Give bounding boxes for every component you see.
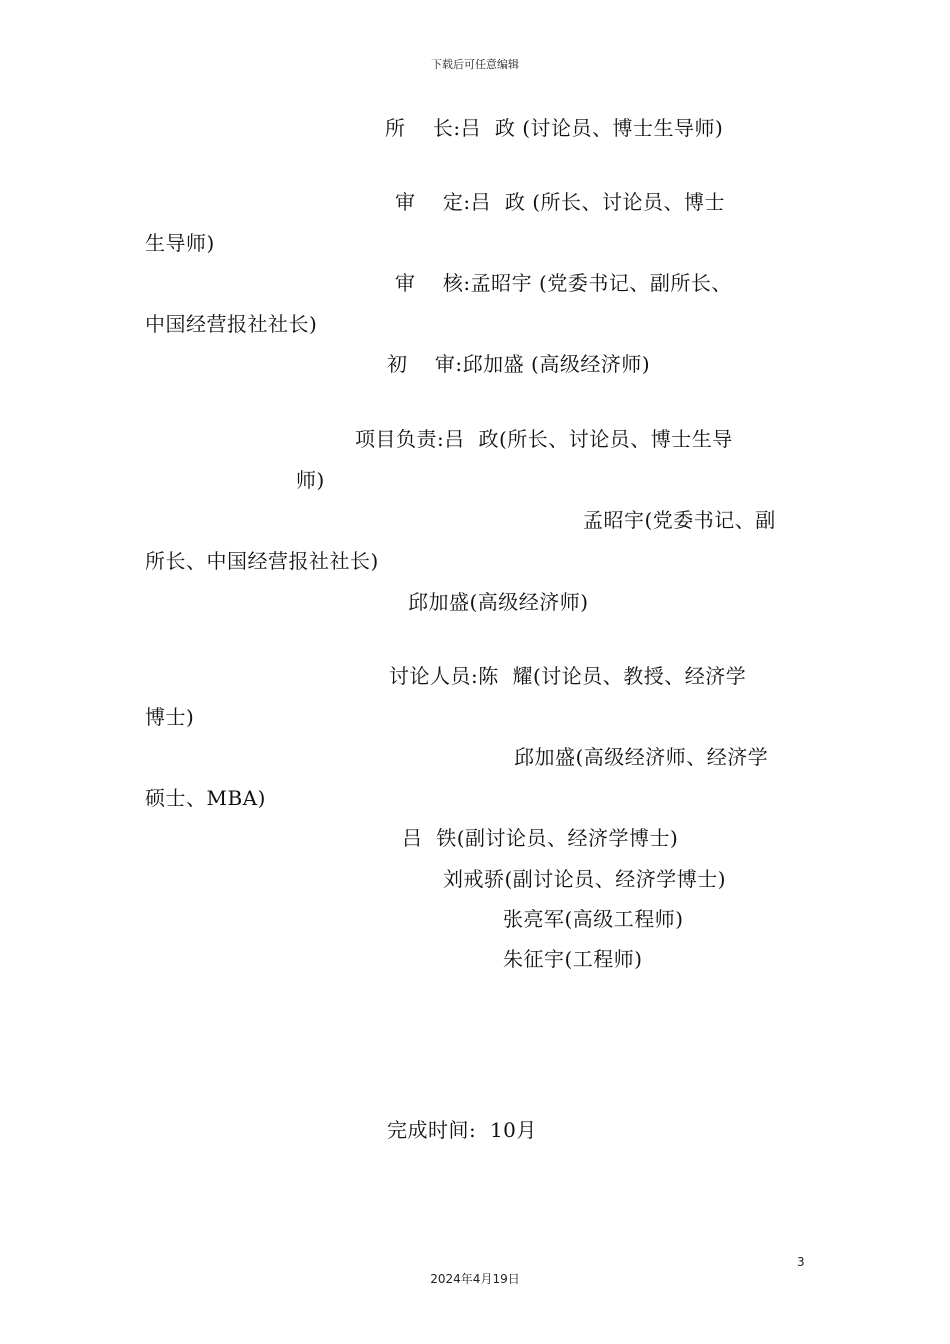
text-line-lead-member-3: 邱加盛(高级经济师)	[408, 590, 589, 614]
text-line-researchers-cont: 博士)	[145, 705, 195, 729]
text-line-researcher-2-cont: 硕士、MBA)	[145, 786, 266, 810]
text-line-lead-member-2-cont: 所长、中国经营报社社长)	[145, 549, 379, 573]
text-line-researcher-6: 朱征宇(工程师)	[503, 947, 643, 971]
text-line-lead-member-2: 孟昭宇(党委书记、副	[583, 508, 776, 532]
footer-date: 2024年4月19日	[430, 1272, 520, 1286]
text-line-researcher-5: 张亮军(高级工程师)	[503, 907, 684, 931]
text-line-researcher-2: 邱加盛(高级经济师、经济学	[514, 745, 769, 769]
text-line-project-lead: 项目负责:吕 政(所长、讨论员、博士生导	[355, 427, 733, 451]
text-line-director: 所 长:吕 政 (讨论员、博士生导师)	[385, 116, 724, 140]
text-line-researcher-3: 吕 铁(副讨论员、经济学博士)	[402, 826, 679, 850]
text-line-researcher-4: 刘戒骄(副讨论员、经济学博士)	[443, 867, 727, 891]
text-line-approver: 审 定:吕 政 (所长、讨论员、博士	[395, 190, 726, 214]
header-note: 下载后可任意编辑	[431, 58, 519, 71]
text-line-project-lead-cont: 师)	[296, 468, 325, 492]
text-line-approver-cont: 生导师)	[145, 231, 215, 255]
text-line-initial-review: 初 审:邱加盛 (高级经济师)	[387, 352, 651, 376]
page-number: 3	[797, 1255, 805, 1269]
text-line-researchers: 讨论人员:陈 耀(讨论员、教授、经济学	[389, 664, 747, 688]
text-line-reviewer: 审 核:孟昭宇 (党委书记、副所长、	[395, 271, 732, 295]
text-line-completion-time: 完成时间: 10月	[387, 1118, 537, 1142]
text-line-reviewer-cont: 中国经营报社社长)	[145, 312, 318, 336]
